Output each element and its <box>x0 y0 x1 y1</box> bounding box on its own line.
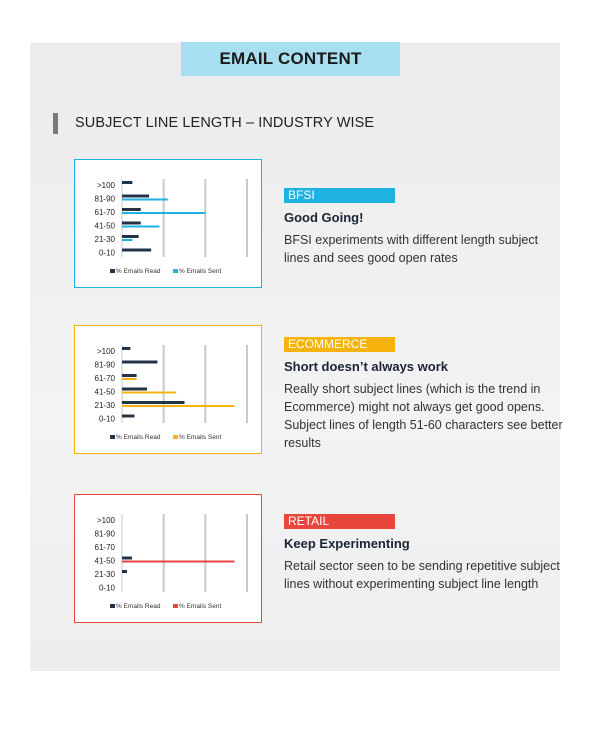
section-title <box>53 112 374 134</box>
bar-emails-sent <box>122 561 235 563</box>
chart-card-bfsi <box>74 159 262 288</box>
chart-bfsi <box>75 160 263 289</box>
industry-tag: RETAIL <box>284 514 395 529</box>
tick-label: 81-90 <box>94 194 115 204</box>
section-title-text: SUBJECT LINE LENGTH – INDUSTRY WISE <box>75 115 375 131</box>
legend-label-sent: % Emails Sent <box>179 603 222 610</box>
bar-emails-read <box>122 374 137 377</box>
industry-description: BFSI experiments with different length subject lines and sees good open rates <box>284 233 539 265</box>
bar-emails-read <box>122 235 139 238</box>
industry-heading: Short doesn’t always work <box>284 359 448 374</box>
industry-heading: Good Going! <box>284 210 364 225</box>
legend-label-read: % Emails Read <box>116 603 161 610</box>
tick-label: 21-30 <box>94 570 115 579</box>
bar-emails-read <box>122 208 141 211</box>
tick-label: 0-10 <box>98 248 115 258</box>
bar-emails-read <box>122 181 132 184</box>
tick-label: 0-10 <box>98 583 115 593</box>
bar-emails-read <box>122 570 127 573</box>
bar-emails-sent <box>122 405 235 407</box>
bar-emails-read <box>122 195 149 198</box>
legend-swatch-sent <box>173 435 178 439</box>
bar-emails-read <box>122 557 132 560</box>
tick-label: 81-90 <box>94 529 115 539</box>
bar-emails-read <box>122 361 157 364</box>
tick-label: 81-90 <box>94 360 115 370</box>
chart-legend <box>110 268 221 275</box>
info-ecommerce <box>284 335 564 452</box>
bar-emails-read <box>122 388 147 391</box>
tick-label: >100 <box>96 347 115 356</box>
chart-card-ecommerce <box>74 325 262 454</box>
bar-emails-sent <box>122 392 176 394</box>
tick-label: 21-30 <box>94 235 115 244</box>
legend-label-read: % Emails Read <box>116 434 161 441</box>
bar-emails-sent <box>122 239 132 241</box>
legend-swatch-read <box>110 435 115 439</box>
industry-tag: ECOMMERCE <box>284 337 395 352</box>
legend-swatch-read <box>110 604 115 608</box>
legend-label-sent: % Emails Sent <box>179 434 222 441</box>
bar-emails-read <box>122 249 151 252</box>
chart-card-retail <box>74 494 262 623</box>
info-retail <box>284 512 564 593</box>
tick-label: 41-50 <box>94 387 115 397</box>
bar-emails-read <box>122 401 185 404</box>
bar-emails-sent <box>122 212 205 214</box>
chart-ecommerce <box>75 326 263 455</box>
bar-emails-sent <box>122 378 137 380</box>
industry-description: Really short subject lines (which is the trend in Ecommerce) might not always get good opens. Subject lines of length 51-60 characters see better results <box>284 382 563 450</box>
tick-label: 0-10 <box>98 414 115 424</box>
tick-label: 41-50 <box>94 221 115 231</box>
industry-description: Retail sector seen to be sending repetitive subject lines without experimenting subject line length <box>284 559 560 591</box>
info-bfsi <box>284 186 564 267</box>
chart-legend <box>110 603 221 610</box>
legend-swatch-sent <box>173 269 178 273</box>
chart-legend <box>110 434 221 441</box>
tick-label: 21-30 <box>94 401 115 410</box>
legend-swatch-sent <box>173 604 178 608</box>
bar-emails-read <box>122 222 141 225</box>
bar-emails-sent <box>122 199 168 201</box>
tick-label: 61-70 <box>94 374 115 383</box>
industry-tag: BFSI <box>284 188 395 203</box>
bar-emails-read <box>122 347 130 350</box>
section-accent-bar <box>53 113 58 134</box>
chart-retail <box>75 495 263 624</box>
tick-label: 61-70 <box>94 543 115 552</box>
bar-emails-sent <box>122 226 160 228</box>
bar-emails-read <box>122 415 135 418</box>
page-title: EMAIL CONTENT <box>181 42 400 76</box>
tick-label: >100 <box>96 516 115 525</box>
tick-label: 61-70 <box>94 208 115 217</box>
tick-label: >100 <box>96 181 115 190</box>
legend-swatch-read <box>110 269 115 273</box>
industry-heading: Keep Experimenting <box>284 536 410 551</box>
legend-label-sent: % Emails Sent <box>179 268 222 275</box>
legend-label-read: % Emails Read <box>116 268 161 275</box>
tick-label: 41-50 <box>94 556 115 566</box>
